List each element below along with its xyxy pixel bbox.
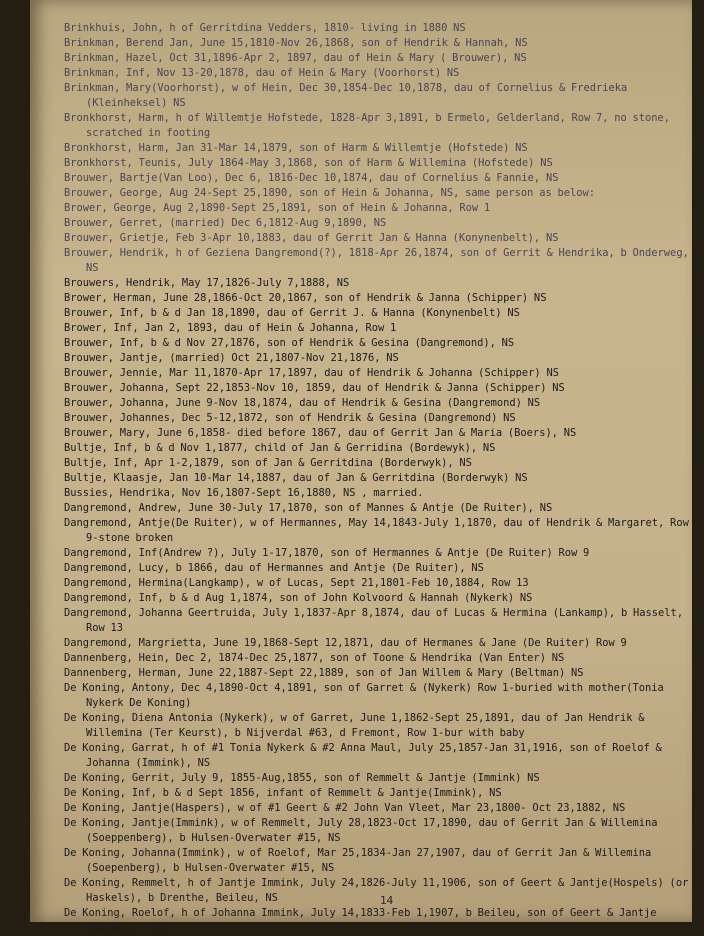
- record-entry: Dangremond, Margrietta, June 19,1868-Sept 12,1871, dau of Hermanes & Jane (De Ruiter) Row 9: [64, 637, 627, 649]
- document-page: [30, 0, 692, 934]
- record-entry: Dangremond, Inf(Andrew ?), July 1-17,1870, son of Hermannes & Antje (De Ruiter) Row 9: [64, 547, 590, 559]
- record-entry: De Koning, Jantje(Immink), w of Remmelt, July 28,1823-Oct 17,1890, dau of Gerrit Jan & Willemina (Soeppenberg), b Hulsen-Overwater #15, NS: [64, 817, 658, 844]
- record-entry: Brouwer, Inf, b & d Jan 18,1890, dau of Gerrit J. & Hanna (Konynenbelt) NS: [64, 307, 520, 319]
- record-entry: Brouwers, Hendrik, May 17,1826-July 7,1888, NS: [64, 277, 350, 289]
- record-entry: Brower, George, Aug 2,1890-Sept 25,1891, son of Hein & Johanna, Row 1: [64, 202, 491, 214]
- record-entry: Brouwer, Mary, June 6,1858- died before 1867, dau of Gerrit Jan & Maria (Boers), NS: [64, 427, 577, 439]
- record-entry: Dangremond, Andrew, June 30-July 17,1870, son of Mannes & Antje (De Ruiter), NS: [64, 502, 553, 514]
- record-entry: Brinkhuis, John, h of Gerritdina Vedders, 1810- living in 1880 NS: [64, 22, 466, 34]
- record-entry: Bronkhorst, Harm, h of Willemtje Hofstede, 1828-Apr 3,1891, b Ermelo, Gelderland, Row 7, no stone, scratched in footing: [64, 112, 671, 139]
- record-entry: Bussies, Hendrika, Nov 16,1807-Sept 16,1880, NS , married.: [64, 487, 424, 499]
- record-entry: Brower, Herman, June 28,1866-Oct 20,1867, son of Hendrik & Janna (Schipper) NS: [64, 292, 547, 304]
- record-entry: Brouwer, George, Aug 24-Sept 25,1890, son of Hein & Johanna, NS, same person as below:: [64, 187, 595, 199]
- record-entry: Dannenberg, Herman, June 22,1887-Sept 22,1889, son of Jan Willem & Mary (Beltman) NS: [64, 667, 584, 679]
- record-entry: Brouwer, Johanna, Sept 22,1853-Nov 10, 1859, dau of Hendrik & Janna (Schipper) NS: [64, 382, 565, 394]
- record-entry: Dannenberg, Hein, Dec 2, 1874-Dec 25,1877, son of Toone & Hendrika (Van Enter) NS: [64, 652, 565, 664]
- record-entry: De Koning, Diena Antonia (Nykerk), w of Garret, June 1,1862-Sept 25,1891, dau of Jan Hendrik & Willemina (Ter Keurst), b Nijverdal #63, d Fremont, Row 1-bur with baby: [64, 712, 645, 739]
- record-entry: De Koning, Gerrit, July 9, 1855-Aug,1855, son of Remmelt & Jantje (Immink) NS: [64, 772, 540, 784]
- record-entry: De Koning, Inf, b & d Sept 1856, infant of Remmelt & Jantje(Immink), NS: [64, 787, 502, 799]
- record-entry: De Koning, Johanna(Immink), w of Roelof, Mar 25,1834-Jan 27,1907, dau of Gerrit Jan & Willemina (Soepenberg), b Hulsen-Overwater #15, NS: [64, 847, 652, 874]
- record-entry: Brinkman, Hazel, Oct 31,1896-Apr 2, 1897, dau of Hein & Mary ( Brouwer), NS: [64, 52, 527, 64]
- record-entry: De Koning, Garrat, h of #1 Tonia Nykerk & #2 Anna Maul, July 25,1857-Jan 31,1916, son of Roelof & Johanna (Immink), NS: [64, 742, 662, 769]
- record-entry: Dangremond, Antje(De Ruiter), w of Hermannes, May 14,1843-July 1,1870, dau of Hendrik & Margaret, Row 9-stone broken: [64, 517, 689, 544]
- record-entry: Brouwer, Hendrik, h of Geziena Dangremond(?), 1818-Apr 26,1874, son of Gerrit & Hendrika, b Onderweg, NS: [64, 247, 689, 274]
- record-entry: Brouwer, Johanna, June 9-Nov 18,1874, dau of Hendrik & Gesina (Dangremond) NS: [64, 397, 541, 409]
- record-entry: Brouwer, Bartje(Van Loo), Dec 6, 1816-Dec 10,1874, dau of Cornelius & Fannie, NS: [64, 172, 559, 184]
- record-entry: Bultje, Klaasje, Jan 10-Mar 14,1887, dau of Jan & Gerritdina (Borderwyk) NS: [64, 472, 528, 484]
- record-entry: Brouwer, Johannes, Dec 5-12,1872, son of Hendrik & Gesina (Dangremond) NS: [64, 412, 516, 424]
- record-entry: Dangremond, Lucy, b 1866, dau of Hermannes and Antje (De Ruiter), NS: [64, 562, 484, 574]
- record-entry: Bultje, Inf, b & d Nov 1,1877, child of Jan & Gerridina (Bordewyk), NS: [64, 442, 496, 454]
- record-entry: Brinkman, Mary(Voorhorst), w of Hein, Dec 30,1854-Dec 10,1878, dau of Cornelius & Fredrieka (Kleinheksel) NS: [64, 82, 628, 109]
- page-number: 14: [380, 894, 394, 907]
- record-entry: De Koning, Jantje(Haspers), w of #1 Geert & #2 John Van Vleet, Mar 23,1800- Oct 23,1882, NS: [64, 802, 626, 814]
- record-entry: Dangremond, Hermina(Langkamp), w of Lucas, Sept 21,1801-Feb 10,1884, Row 13: [64, 577, 529, 589]
- record-entry: Brouwer, Jantje, (married) Oct 21,1807-Nov 21,1876, NS: [64, 352, 399, 364]
- cemetery-record-list: [64, 21, 704, 936]
- record-entry: Bronkhorst, Harm, Jan 31-Mar 14,1879, son of Harm & Willemtje (Hofstede) NS: [64, 142, 528, 154]
- record-entry: Brinkman, Inf, Nov 13-20,1878, dau of Hein & Mary (Voorhorst) NS: [64, 67, 460, 79]
- record-entry: De Koning, Roelof, h of Johanna Immink, July 14,1833-Feb 1,1907, b Beileu, son of Geert & Jantje (Hospels), NS: [64, 907, 657, 934]
- record-entry: Bronkhorst, Teunis, July 1864-May 3,1868, son of Harm & Willemina (Hofstede) NS: [64, 157, 553, 169]
- record-entry: Brouwer, Jennie, Mar 11,1870-Apr 17,1897, dau of Hendrik & Johanna (Schipper) NS: [64, 367, 559, 379]
- record-entry: Brinkman, Berend Jan, June 15,1810-Nov 26,1868, son of Hendrik & Hannah, NS: [64, 37, 528, 49]
- record-entry: Dangremond, Johanna Geertruida, July 1,1837-Apr 8,1874, dau of Lucas & Hermina (Lankamp), b Hasselt, Row 13: [64, 607, 684, 634]
- record-entry: Dangremond, Inf, b & d Aug 1,1874, son of John Kolvoord & Hannah (Nykerk) NS: [64, 592, 533, 604]
- record-entry: De Koning, Antony, Dec 4,1890-Oct 4,1891, son of Garret & (Nykerk) Row 1-buried with mother(Tonia Nykerk De Koning): [64, 682, 664, 709]
- record-entry: Brouwer, Grietje, Feb 3-Apr 10,1883, dau of Gerrit Jan & Hanna (Konynenbelt), NS: [64, 232, 559, 244]
- record-entry: Brouwer, Inf, b & d Nov 27,1876, son of Hendrik & Gesina (Dangremond), NS: [64, 337, 515, 349]
- record-entry: Brouwer, Gerret, (married) Dec 6,1812-Aug 9,1890, NS: [64, 217, 387, 229]
- record-entry: Brower, Inf, Jan 2, 1893, dau of Hein & Johanna, Row 1: [64, 322, 397, 334]
- record-entry: De Koning, Remmelt, h of Jantje Immink, July 24,1826-July 11,1906, son of Geert & Jantje(Hospels) (or Haskels), b Drenthe, Beileu, NS: [64, 877, 689, 904]
- record-entry: Bultje, Inf, Apr 1-2,1879, son of Jan & Gerritdina (Borderwyk), NS: [64, 457, 472, 469]
